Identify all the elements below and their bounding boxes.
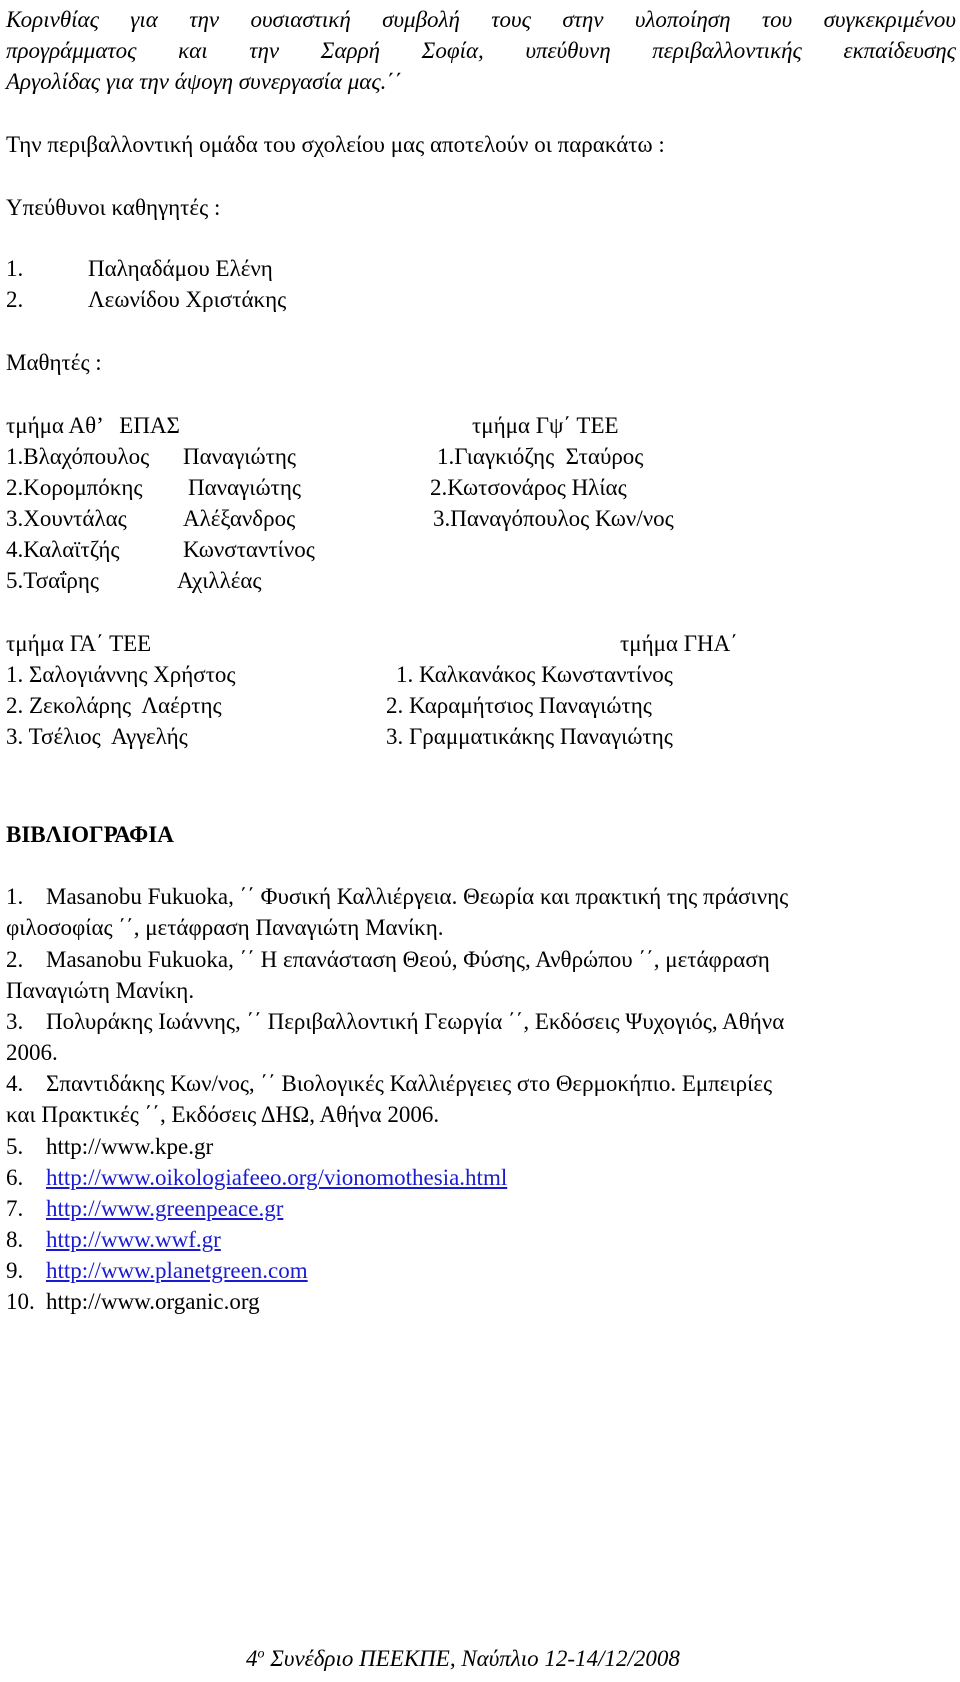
students-heading: Μαθητές : [6, 350, 102, 375]
bib-link-entry: 8. http://www.wwf.gr [6, 1227, 221, 1252]
bib-hyperlink[interactable]: http://www.greenpeace.gr [46, 1196, 284, 1221]
bib-link-entry: 9. http://www.planetgreen.com [6, 1258, 308, 1283]
student-right: 2.Κωτσονάρος Ηλίας [430, 475, 627, 500]
bibliography-heading: ΒΙΒΛΙΟΓΡΑΦΙΑ [6, 822, 174, 847]
student-left: 3. Τσέλιος Αγγελής [6, 724, 188, 749]
student-name: 4.Καλαϊτζής [6, 537, 120, 562]
bib-entry: 4. Σπαντιδάκης Κων/νος, ΄΄ Βιολογικές Καλλιέργειες στο Θερμοκήπιο. Εμπειρίες [6, 1071, 773, 1096]
bib-link-entry: 7. http://www.greenpeace.gr [6, 1196, 284, 1221]
bib-link-entry: 5. http://www.kpe.gr [6, 1134, 214, 1159]
student-surname: Αλέξανδρος [183, 506, 296, 531]
group1-right-title: τμήμα Γψ΄ ΤΕΕ [472, 413, 619, 438]
group2-left-title: τμήμα ΓΑ΄ ΤΕΕ [6, 631, 152, 656]
student-left: 2. Ζεκολάρης Λαέρτης [6, 693, 222, 718]
bib-entry: 3. Πολυράκης Ιωάννης, ΄΄ Περιβαλλοντική Γεωργία ΄΄, Εκδόσεις Ψυχογιός, Αθήνα [6, 1009, 785, 1034]
student-surname: Παναγιώτης [183, 444, 296, 469]
bib-hyperlink[interactable]: http://www.wwf.gr [46, 1227, 221, 1252]
student-surname: Αχιλλέας [177, 568, 262, 593]
student-name: 1.Βλαχόπουλος [6, 444, 150, 469]
student-right: 2. Καραμήτσιος Παναγιώτης [386, 693, 652, 718]
bib-hyperlink[interactable]: http://www.oikologiafeeo.org/vionomothesia.html [46, 1165, 508, 1190]
student-right: 3.Παναγόπουλος Κων/νος [433, 506, 674, 531]
bib-url-text: http://www.organic.org [46, 1289, 260, 1314]
team-intro: Την περιβαλλοντική ομάδα του σχολείου μας αποτελούν οι παρακάτω : [6, 132, 665, 157]
student-right: 1. Καλκανάκος Κωνσταντίνος [396, 662, 673, 687]
teachers-heading: Υπεύθυνοι καθηγητές : [6, 195, 221, 220]
student-name: 3.Χουντάλας [6, 506, 127, 531]
teacher-item: 2. Λεωνίδου Χριστάκης [6, 287, 287, 312]
bib-link-entry: 6. http://www.oikologiafeeo.org/vionomothesia.html [6, 1165, 508, 1190]
bib-link-entry: 10. http://www.organic.org [6, 1289, 260, 1314]
bib-entry-cont: Παναγιώτη Μανίκη. [6, 978, 195, 1003]
bib-hyperlink[interactable]: http://www.planetgreen.com [46, 1258, 308, 1283]
student-right: 3. Γραμματικάκης Παναγιώτης [386, 724, 673, 749]
student-name: 5.Τσαΐρης [6, 568, 99, 593]
teacher-item: 1. Παληαδάμου Ελένη [6, 256, 273, 281]
student-surname: Παναγιώτης [188, 475, 301, 500]
intro-line-3: Αργολίδας για την άψογη συνεργασία μας.΄΄ [6, 69, 402, 94]
bib-entry-cont: 2006. [6, 1040, 58, 1065]
bib-entry: 2. Masanobu Fukuoka, ΄΄ Η επανάσταση Θεού, Φύσης, Ανθρώπου ΄΄, μετάφραση [6, 947, 770, 972]
student-name: 2.Κορομπόκης [6, 475, 143, 500]
bib-url-text: http://www.kpe.gr [46, 1134, 214, 1159]
page-footer: $4^o$ Συνέδριο ΠΕΕΚΠΕ, Ναύπλιο 12-14/12/2008 [246, 1646, 680, 1671]
intro-line-1: Κορινθίας για την ουσιαστική συμβολή τους στην υλοποίηση του συγκεκριμένου [6, 7, 956, 32]
group1-left-title: τμήμα Αθ’ ΕΠΑΣ [6, 413, 180, 438]
student-surname: Κωνσταντίνος [183, 537, 315, 562]
bib-entry-cont: φιλοσοφίας ΄΄, μετάφραση Παναγιώτη Μανίκη. [6, 915, 444, 940]
group2-right-title: τμήμα ΓΗΑ΄ [620, 631, 738, 656]
bib-entry: 1. Masanobu Fukuoka, ΄΄ Φυσική Καλλιέργεια. Θεωρία και πρακτική της πράσινης [6, 884, 789, 909]
bib-entry-cont: και Πρακτικές ΄΄, Εκδόσεις ΔΗΩ, Αθήνα 2006. [6, 1102, 440, 1127]
student-left: 1. Σαλογιάννης Χρήστος [6, 662, 236, 687]
student-right: 1.Γιαγκιόζης Σταύρος [437, 444, 644, 469]
intro-line-2: προγράμματος και την Σαρρή Σοφία, υπεύθυνη περιβαλλοντικής εκπαίδευσης [6, 38, 956, 63]
